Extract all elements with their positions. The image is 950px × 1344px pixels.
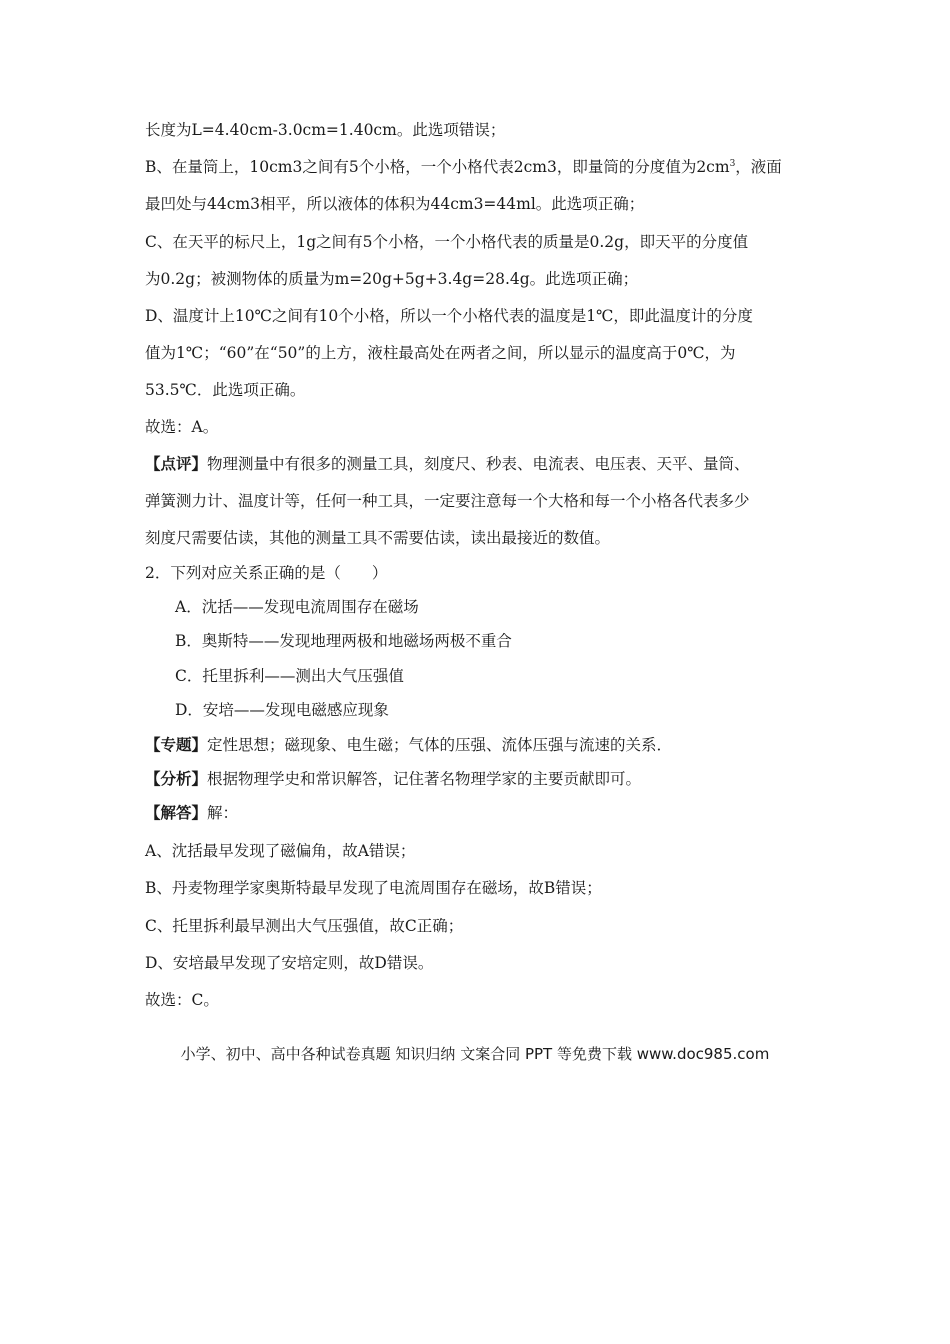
section-label: 【点评】 [145, 454, 208, 473]
text-line: B、丹麦物理学家奥斯特最早发现了电流周围存在磁场，故B错误； [145, 879, 602, 897]
text-line: 长度为L=4.40cm-3.0cm=1.40cm。此选项错误； [145, 121, 506, 139]
text-line: 故选：C。 [145, 991, 219, 1009]
text-segment: 物理测量中有很多的测量工具，刻度尺、秒表、电流表、电压表、天平、量筒、 [207, 455, 750, 473]
option-a: A．沈括——发现电流周围存在磁场 [175, 598, 419, 616]
text-line [145, 157, 782, 177]
text-line [145, 769, 641, 789]
section-label: 【解答】 [145, 803, 208, 822]
text-line [145, 803, 238, 823]
question-stem: 2．下列对应关系正确的是（ ） [145, 564, 388, 582]
text-line: C、在天平的标尺上，1g之间有5个小格，一个小格代表的质量是0.2g，即天平的分度值 [145, 233, 749, 251]
text-segment: 根据物理学史和常识解答，记住著名物理学家的主要贡献即可。 [207, 770, 642, 788]
text-segment: B、在量筒上，10cm3之间有5个小格，一个小格代表2cm3，即量筒的分度值为2cm [145, 158, 730, 176]
section-label: 【专题】 [145, 735, 208, 754]
option-b: B．奥斯特——发现地理两极和地磁场两极不重合 [175, 632, 512, 650]
text-line: D、安培最早发现了安培定则，故D错误。 [145, 954, 434, 972]
option-d: D．安培——发现电磁感应现象 [175, 701, 389, 719]
text-line [145, 454, 750, 474]
text-segment: ，液面 [735, 158, 782, 176]
text-line: A、沈括最早发现了磁偏角，故A错误； [145, 842, 416, 860]
section-label: 【分析】 [145, 769, 208, 788]
text-line: 53.5℃．此选项正确。 [145, 381, 306, 399]
text-line: 刻度尺需要估读，其他的测量工具不需要估读，读出最接近的数值。 [145, 529, 611, 547]
text-line: 最凹处与44cm3相平，所以液体的体积为44cm3=44ml。此选项正确； [145, 195, 645, 213]
text-line: 值为1℃；“60”在“50”的上方，液柱最高处在两者之间，所以显示的温度高于0℃，为 [145, 344, 736, 362]
option-c: C．托里拆利——测出大气压强值 [175, 667, 404, 685]
text-line: D、温度计上10℃之间有10个小格，所以一个小格代表的温度是1℃，即此温度计的分度 [145, 307, 753, 325]
text-line: 为0.2g；被测物体的质量为m=20g+5g+3.4g=28.4g。此选项正确； [145, 270, 639, 288]
text-line: C、托里拆利最早测出大气压强值，故C正确； [145, 917, 464, 935]
text-line [145, 735, 672, 755]
text-segment: 解： [207, 804, 239, 822]
text-segment: 定性思想；磁现象、电生磁；气体的压强、流体压强与流速的关系． [207, 736, 673, 754]
page-footer: 小学、初中、高中各种试卷真题 知识归纳 文案合同 PPT 等免费下载 www.doc985.com [180, 1045, 770, 1063]
text-line: 弹簧测力计、温度计等，任何一种工具，一定要注意每一个大格和每一个小格各代表多少 [145, 492, 750, 510]
text-line: 故选：A。 [145, 418, 219, 436]
superscript: 3 [729, 158, 736, 169]
